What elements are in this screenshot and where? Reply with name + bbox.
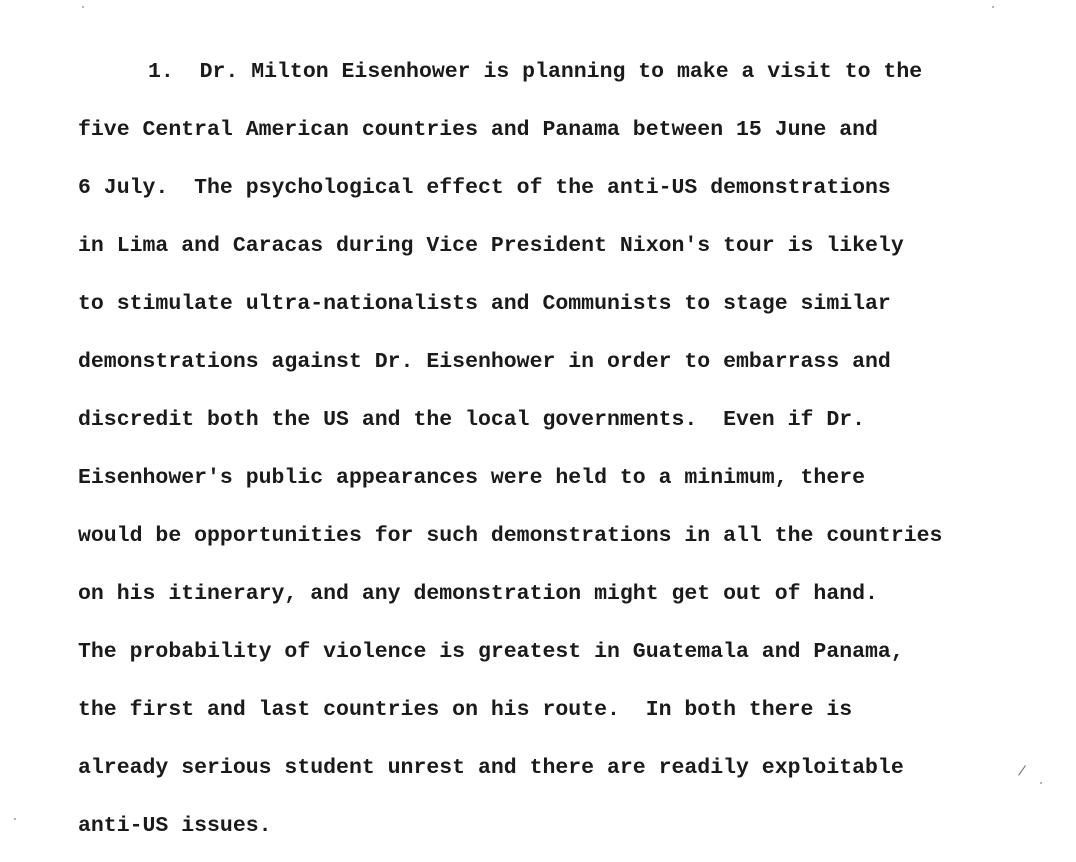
- paragraph-line-8: Eisenhower's public appearances were held to a minimum, there: [78, 466, 866, 490]
- paragraph-line-1: 1. Dr. Milton Eisenhower is planning to make a visit to the: [148, 60, 923, 84]
- paragraph-line-12: the first and last countries on his route. In both there is: [78, 698, 853, 722]
- paragraph-line-3: 6 July. The psychological effect of the anti-US demonstrations: [78, 176, 891, 200]
- scan-speck: [1040, 782, 1042, 784]
- paragraph-line-2: five Central American countries and Panama between 15 June and: [78, 118, 878, 142]
- paragraph-line-6: demonstrations against Dr. Eisenhower in order to embarrass and: [78, 350, 891, 374]
- paragraph-line-13: already serious student unrest and there are readily exploitable: [78, 756, 904, 780]
- paragraph-line-7: discredit both the US and the local governments. Even if Dr.: [78, 408, 866, 432]
- paragraph-line-11: The probability of violence is greatest in Guatemala and Panama,: [78, 640, 904, 664]
- scan-speck: [14, 818, 16, 820]
- paragraph-line-4: in Lima and Caracas during Vice President Nixon's tour is likely: [78, 234, 904, 258]
- scan-speck: [82, 6, 84, 8]
- paragraph-line-9: would be opportunities for such demonstrations in all the countries: [78, 524, 943, 548]
- paragraph-line-10: on his itinerary, and any demonstration might get out of hand.: [78, 582, 878, 606]
- paragraph-line-5: to stimulate ultra-nationalists and Communists to stage similar: [78, 292, 891, 316]
- scan-speck: [992, 6, 994, 8]
- scan-mark: [1018, 765, 1026, 775]
- paragraph-line-14: anti-US issues.: [78, 814, 272, 838]
